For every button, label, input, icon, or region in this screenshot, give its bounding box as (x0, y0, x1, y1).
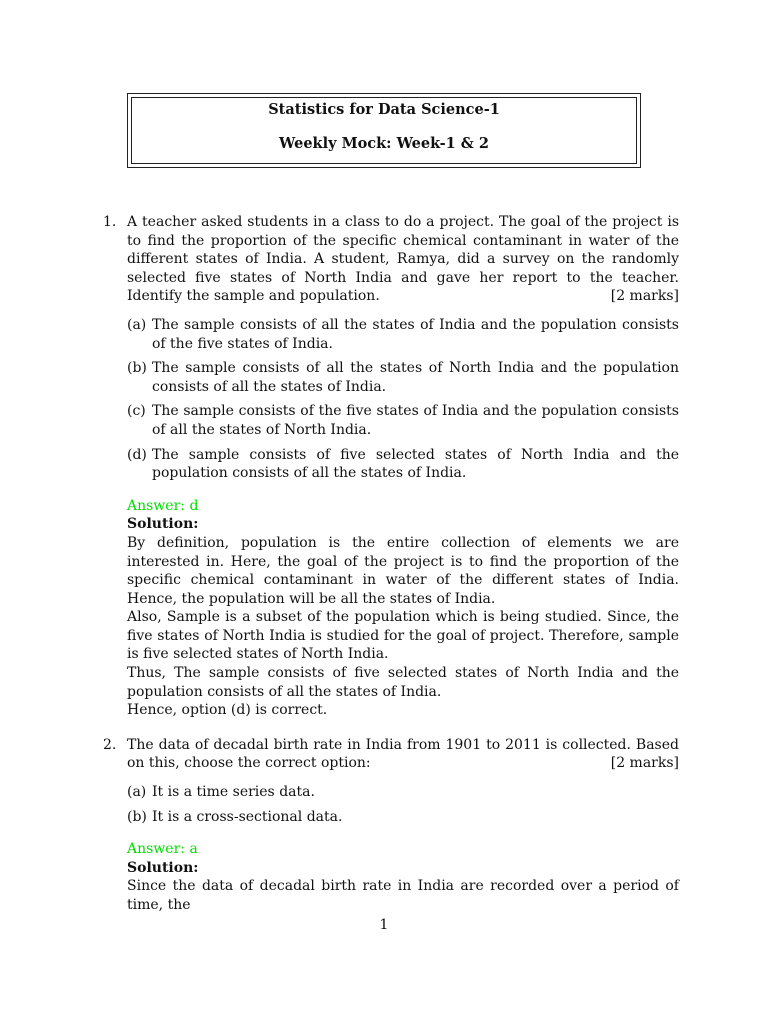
option-text: The sample consists of all the states of India and the population consists of the five states of India. (152, 316, 679, 352)
solution-paragraph: Thus, The sample consists of five selected states of North India and the population consists of all the states of India. (127, 665, 679, 700)
answer-line: Answer: a (127, 841, 198, 858)
option-text: It is a time series data. (152, 784, 315, 801)
answer-line: Answer: d (127, 497, 199, 514)
questions-list (103, 213, 679, 915)
option-text: The sample consists of the five states of India and the population consists of all the states of North India. (152, 403, 679, 438)
option-d (127, 446, 679, 483)
solution-heading: Solution: (127, 859, 199, 876)
question-body: A teacher asked students in a class to do a project. The goal of the project is to find the proportion of the specific chemical contaminant in water of the different states of India. A student, Ramya, did a survey on the randomly selected five states of North India and gave her report to the teacher. Identify the sample and population. (127, 214, 679, 305)
solution-paragraph: Also, Sample is a subset of the population which is being studied. Since, the five states of North India is studied for the goal of project. Therefore, sample is five selected states of North India. (127, 609, 679, 663)
question-text (127, 213, 679, 306)
options-list (127, 316, 679, 483)
solution-block (127, 859, 679, 915)
question-marks: [2 marks] (610, 755, 679, 772)
question-number: 1. (103, 214, 117, 230)
solution-block (127, 515, 679, 720)
option-label: (c) (127, 403, 146, 420)
option-text: The sample consists of all the states of North India and the population consists of all the states of India. (152, 360, 679, 395)
title-box (127, 93, 641, 168)
option-text: It is a cross-sectional data. (152, 808, 343, 825)
option-label: (a) (127, 316, 147, 333)
question-text (127, 736, 679, 773)
option-label: (d) (127, 446, 147, 463)
question-2 (103, 736, 679, 915)
option-label: (a) (127, 784, 147, 801)
option-text: The sample consists of five selected states of North India and the population consists of all the states of India. (152, 446, 679, 482)
solution-paragraph: By definition, population is the entire collection of elements we are interested in. Here, the goal of the project is to find the proportion of the specific chemical contaminant in water of the different states of India. Hence, the population will be all the states of India. (127, 534, 679, 607)
option-c (127, 402, 679, 439)
option-b (127, 359, 679, 396)
title-box-inner (131, 97, 637, 164)
question-1 (103, 213, 679, 720)
question-body: The data of decadal birth rate in India from 1901 to 2011 is collected. Based on this, choose the correct option: (127, 736, 679, 772)
solution-paragraph: Hence, option (d) is correct. (127, 702, 328, 719)
solution-heading: Solution: (127, 516, 199, 533)
options-list (127, 783, 679, 826)
question-marks: [2 marks] (610, 288, 679, 305)
option-a (127, 316, 679, 353)
option-b (127, 808, 679, 827)
document-title: Statistics for Data Science-1 (268, 101, 500, 118)
question-number: 2. (103, 736, 117, 753)
document-subtitle: Weekly Mock: Week-1 & 2 (279, 135, 489, 152)
option-label: (b) (127, 360, 147, 377)
option-label: (b) (127, 808, 147, 825)
solution-paragraph: Since the data of decadal birth rate in India are recorded over a period of time, the (127, 878, 679, 913)
option-a (127, 783, 679, 802)
page-number: 1 (379, 917, 389, 933)
